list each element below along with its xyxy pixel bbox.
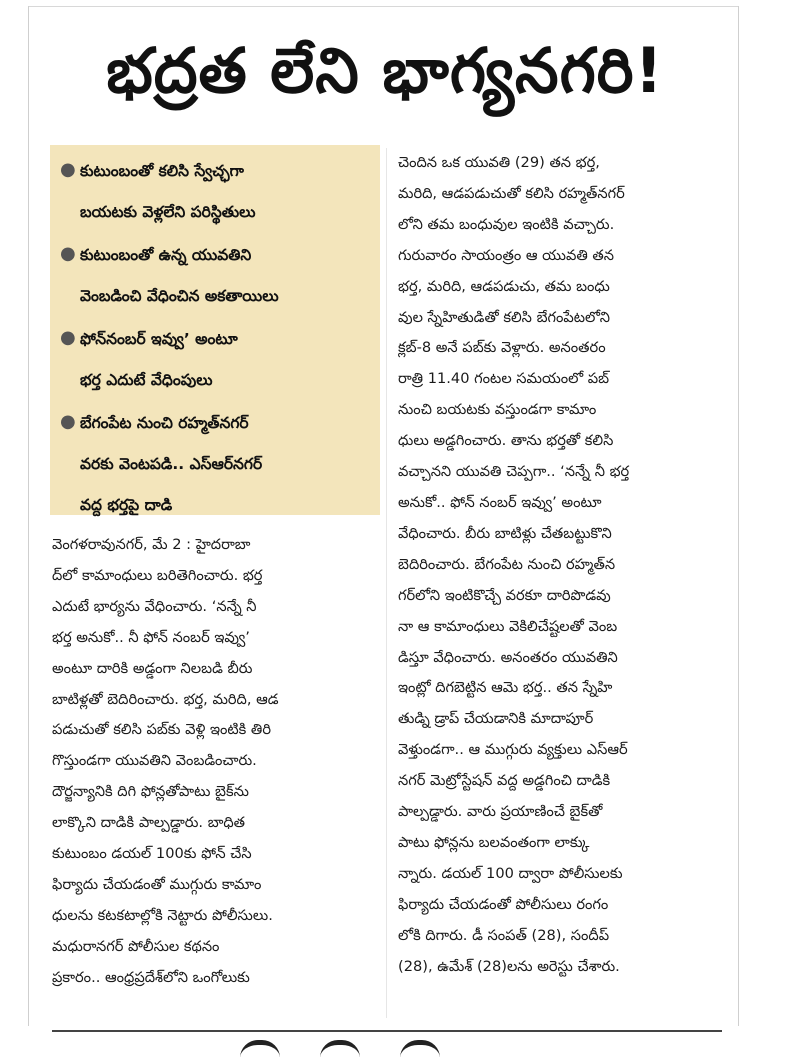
highlight-item (60, 403, 372, 526)
clipping-border-top (28, 6, 739, 7)
bottom-rule (52, 1030, 722, 1032)
clipping-border-left (28, 6, 29, 1026)
highlight-item (60, 235, 372, 317)
bullet-icon: ● (60, 411, 76, 432)
article-body-right-column: చెందిన ఒక యువతి (29) తన భర్త, మరిది, ఆడపడుచుతో కలిసి రహ్మత్‌నగర్ లోని తమ బంధువుల ఇంటికి వచ్చారు. గురువారం సాయంత్రం ఆ యువతి తన భర్త, మరిది, ఆడపడుచు, తమ బంధు వుల స్నేహితుడితో కలిసి బేగంపేటలోని క్లబ్-8 అనే పబ్‌కు వెళ్లారు. అనంతరం రాత్రి 11.40 గంటల సమయంలో పబ్ నుంచి బయటకు వస్తుండగా కామాం ధులు అడ్డగించారు. తాను భర్తతో కలిసి వచ్చానని యువతి చెప్పగా.. ‘నన్నే నీ భర్త అనుకో.. ఫోన్ నంబర్ ఇవ్వు’ అంటూ వేధించారు. బీరు బాటిళ్లు చేతబట్టుకొని బెదిరించారు. బేగంపేట నుంచి రహ్మత్‌న గర్‌లోని ఇంటికొచ్చే వరకూ దారిపొడవు నా ఆ కామాంధులు వెకిలిచేష్టలతో వెంబ డిస్తూ వేధించారు. అనంతరం యువతిని ఇంట్లో దిగబెట్టిన ఆమె భర్త.. తన స్నేహి తుడ్ని డ్రాప్ చేయడానికి మాదాపూర్ వెళ్తుండగా.. ఆ ముగ్గురు వ్యక్తులు ఎస్ఆర్ నగర్ మెట్రోస్టేషన్ వద్ద అడ్డగించి దాడికి పాల్పడ్డారు. వారు ప్రయాణించే బైక్‌తో పాటు ఫోన్లను బలవంతంగా లాక్కు న్నారు. డయల్ 100 ద్వారా పోలీసులకు ఫిర్యాదు చేయడంతో పోలీసులు రంగం లోకి దిగారు. డీ సంపత్ (28), సందీప్ (28), ఉమేశ్ (28)లను అరెస్టు చేశారు. (398, 154, 630, 975)
highlight-text: కుటుంబంతో ఉన్న యువతిని వెంబడించి వేధించిన అకతాయిలు (80, 246, 279, 305)
column-divider (386, 148, 387, 1018)
next-article-headline-cropped (240, 1040, 540, 1057)
highlight-item (60, 151, 372, 233)
article-headline: భద్రత లేని భాగ్యనగరి! (106, 34, 664, 107)
highlight-text: కుటుంబంతో కలిసి స్వేచ్ఛగా బయటకు వెళ్లలేని పరిస్థితులు (80, 162, 256, 221)
highlight-item (60, 319, 372, 401)
bullet-icon: ● (60, 159, 76, 180)
bullet-icon: ● (60, 327, 76, 348)
highlight-text: బేగంపేట నుంచి రహ్మత్‌నగర్ వరకు వెంటపడి.. ఎస్ఆర్‌నగర్ వద్ద భర్తపై దాడి (80, 414, 263, 514)
clipping-border-right (738, 6, 739, 1026)
highlights-box (50, 145, 380, 515)
article-body-left-column: వెంగళరావునగర్, మే 2 : హైదరాబా ద్‌లో కామాంధులు బరితెగించారు. భర్త ఎదుటే భార్యను వేధించారు. ‘నన్నే నీ భర్త అనుకో.. నీ ఫోన్ నంబర్ ఇవ్వు’ అంటూ దారికి అడ్డంగా నిలబడి బీరు బాటిళ్లతో బెదిరించారు. భర్త, మరిది, ఆడ పడుచుతో కలిసి పబ్‌కు వెళ్లి ఇంటికి తిరి గొస్తుండగా యువతిని వెంబడించారు. దౌర్జన్యానికి దిగి ఫోన్లతోపాటు బైక్‌ను లాక్కొని దాడికి పాల్పడ్డారు. బాధిత కుటుంబం డయల్ 100కు ఫోన్ చేసి ఫిర్యాదు చేయడంతో ముగ్గురు కామాం ధులను కటకటాల్లోకి నెట్టారు పోలీసులు. మధురానగర్ పోలీసుల కథనం ప్రకారం.. ఆంధ్రప్రదేశ్‌లోని ఒంగోలుకు (52, 536, 279, 986)
highlight-text: ఫోన్‌నంబర్ ఇవ్వు’ అంటూ భర్త ఎదుటే వేధింపులు (80, 330, 238, 389)
bullet-icon: ● (60, 243, 76, 264)
